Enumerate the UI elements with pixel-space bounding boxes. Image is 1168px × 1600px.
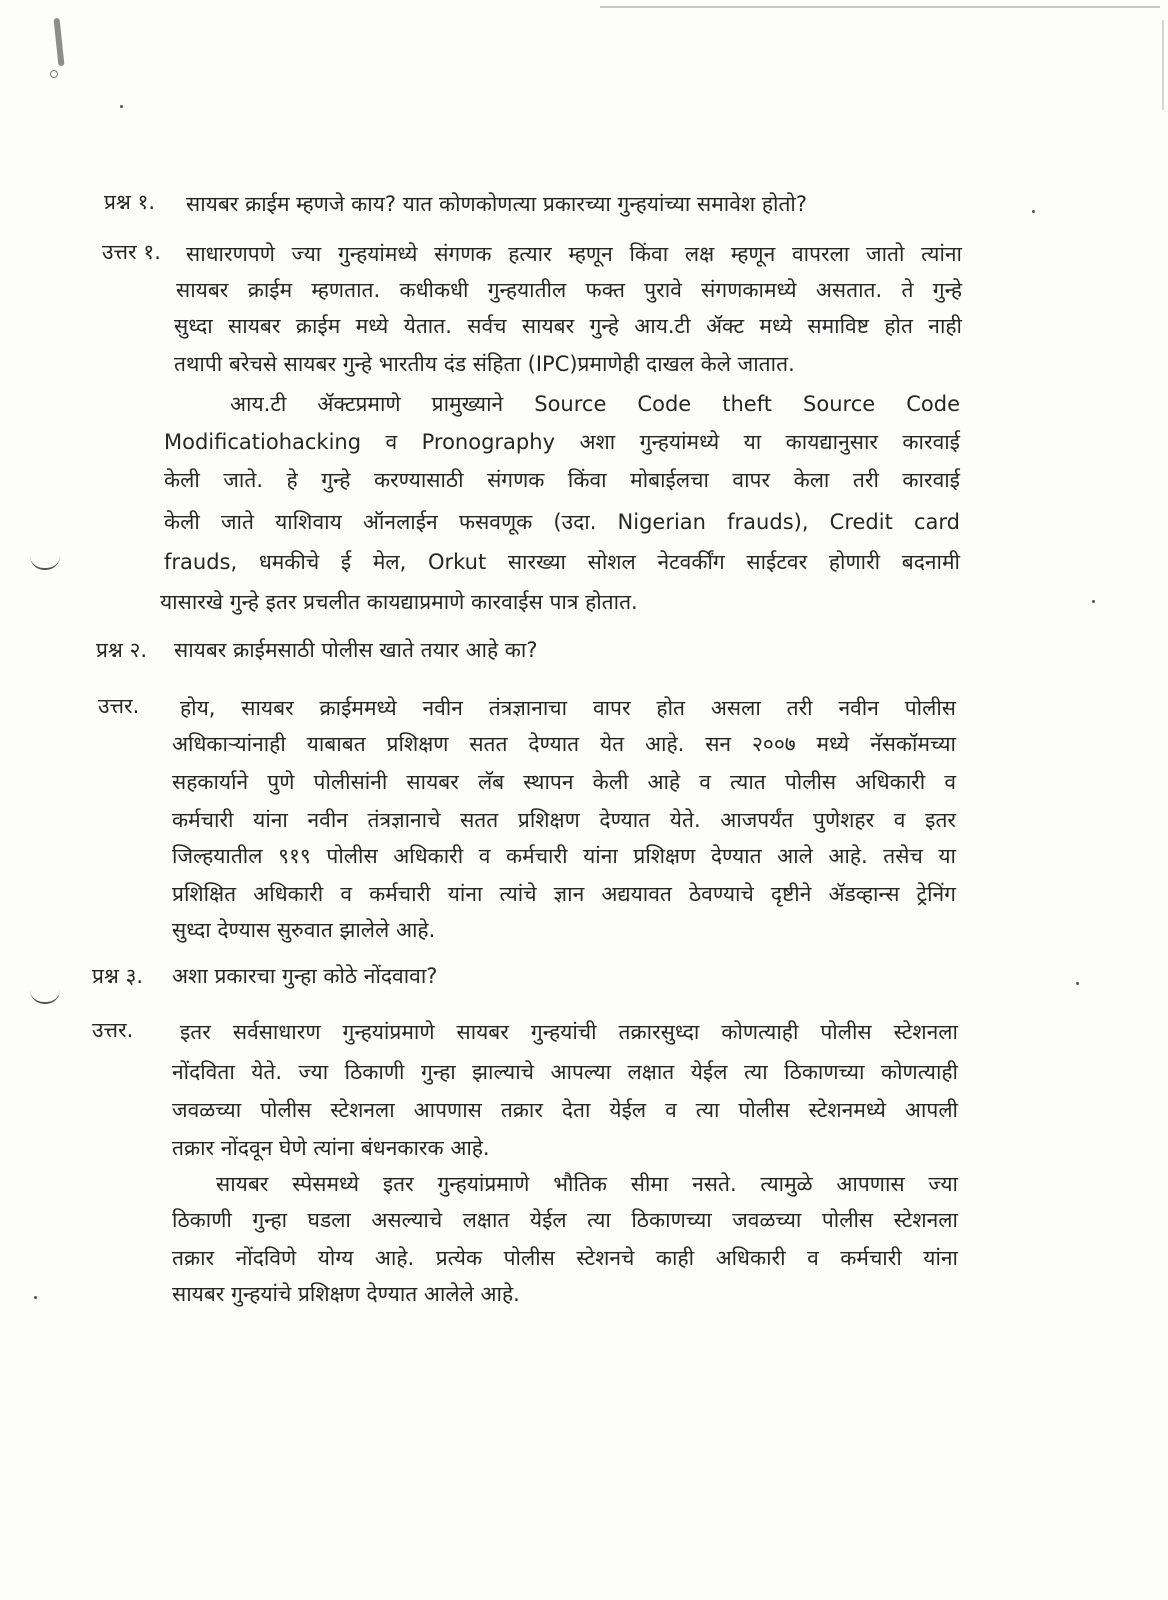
question-2-label: प्रश्न २.: [96, 638, 148, 662]
question-3-text: अशा प्रकारचा गुन्हा कोठे नोंदवावा?: [172, 964, 438, 988]
answer-1-line: यासारखे गुन्हे इतर प्रचलीत कायद्याप्रमाणे कारवाईस पात्र होतात.: [160, 590, 638, 614]
answer-3-line: इतर सर्वसाधारण गुन्हयांप्रमाणे सायबर गुन्हयांची तक्रारसुध्दा कोणत्याही पोलीस स्टेशनला: [180, 1020, 958, 1044]
answer-1-line: Modificatiohacking व Pronography अशा गुन्हयांमध्ये या कायद्यानुसार कारवाई: [164, 430, 960, 454]
answer-2-line: अधिकाऱ्यांनाही याबाबत प्रशिक्षण सतत देण्यात येत आहे. सन २००७ मध्ये नॅसकॉमच्या: [172, 732, 956, 756]
answer-3-line: नोंदविता येते. ज्या ठिकाणी गुन्हा झाल्याचे आपल्या लक्षात येईल त्या ठिकाणच्या कोणत्याही: [172, 1060, 958, 1084]
answer-3-line: ठिकाणी गुन्हा घडला असल्याचे लक्षात येईल त्या ठिकाणच्या जवळच्या पोलीस स्टेशनला: [172, 1208, 958, 1232]
answer-1-line: सायबर क्राईम म्हणतात. कधीकधी गुन्हयातील फक्त पुरावे संगणकामध्ये असतात. ते गुन्हे: [176, 278, 962, 302]
answer-3-line: तक्रार नोंदवून घेणे त्यांना बंधनकारक आहे.: [172, 1136, 490, 1160]
answer-2-line: सुध्दा देण्यास सुरुवात झालेले आहे.: [172, 918, 436, 942]
answer-1-line: frauds, धमकीचे ई मेल, Orkut सारख्या सोशल नेटवर्कींग साईटवर होणारी बदनामी: [164, 550, 960, 574]
question-3-label: प्रश्न ३.: [92, 964, 144, 988]
answer-2-line: जिल्हयातील ९१९ पोलीस अधिकारी व कर्मचारी यांना प्रशिक्षण देण्यात आले आहे. तसेच या: [172, 844, 956, 868]
question-1-label: प्रश्न १.: [104, 190, 156, 214]
answer-2-line: होय, सायबर क्राईममध्ये नवीन तंत्रज्ञानाचा वापर होत असला तरी नवीन पोलीस: [180, 696, 956, 720]
question-1-text: सायबर क्राईम म्हणजे काय? यात कोणकोणत्या प्रकारच्या गुन्हयांच्या समावेश होतो?: [186, 192, 807, 216]
answer-2-line: कर्मचारी यांना नवीन तंत्रज्ञानाचे सतत प्रशिक्षण देण्यात येते. आजपर्यंत पुणेशहर व इतर: [172, 808, 956, 832]
answer-1-line: आय.टी ॲक्टप्रमाणे प्रामुख्याने Source Code theft Source Code: [230, 392, 960, 416]
answer-3-line: सायबर गुन्हयांचे प्रशिक्षण देण्यात आलेले आहे.: [172, 1282, 520, 1306]
answer-1-line: केली जाते. हे गुन्हे करण्यासाठी संगणक किंवा मोबाईलचा वापर केला तरी कारवाई: [164, 468, 960, 492]
question-2-text: सायबर क्राईमसाठी पोलीस खाते तयार आहे का?: [174, 638, 538, 662]
answer-2-line: सहकार्याने पुणे पोलीसांनी सायबर लॅब स्थापन केली आहे व त्यात पोलीस अधिकारी व: [172, 770, 956, 794]
answer-3-line: जवळच्या पोलीस स्टेशनला आपणास तक्रार देता येईल व त्या पोलीस स्टेशनमध्ये आपली: [172, 1098, 958, 1122]
answer-1-label: उत्तर १.: [102, 240, 161, 264]
answer-2-label: उत्तर.: [98, 694, 140, 718]
answer-1-line: केली जाते याशिवाय ऑनलाईन फसवणूक (उदा. Nigerian frauds), Credit card: [164, 510, 960, 534]
answer-1-line: तथापी बरेचसे सायबर गुन्हे भारतीय दंड संहिता (IPC)प्रमाणेही दाखल केले जातात.: [174, 352, 795, 376]
answer-2-line: प्रशिक्षित अधिकारी व कर्मचारी यांना त्यांचे ज्ञान अद्ययावत ठेवण्याचे दृष्टीने ॲडव्हान्स ट्रेनिंग: [172, 882, 956, 906]
answer-1-line: सुध्दा सायबर क्राईम मध्ये येतात. सर्वच सायबर गुन्हे आय.टी ॲक्ट मध्ये समाविष्ट होत नाही: [174, 314, 962, 338]
answer-3-label: उत्तर.: [92, 1018, 134, 1042]
answer-3-line: सायबर स्पेसमध्ये इतर गुन्हयांप्रमाणे भौतिक सीमा नसते. त्यामुळे आपणास ज्या: [216, 1172, 958, 1196]
answer-1-line: साधारणपणे ज्या गुन्हयांमध्ये संगणक हत्यार म्हणून किंवा लक्ष म्हणून वापरला जातो त्यांना: [186, 242, 962, 266]
answer-3-line: तक्रार नोंदविणे योग्य आहे. प्रत्येक पोलीस स्टेशनचे काही अधिकारी व कर्मचारी यांना: [172, 1246, 958, 1270]
